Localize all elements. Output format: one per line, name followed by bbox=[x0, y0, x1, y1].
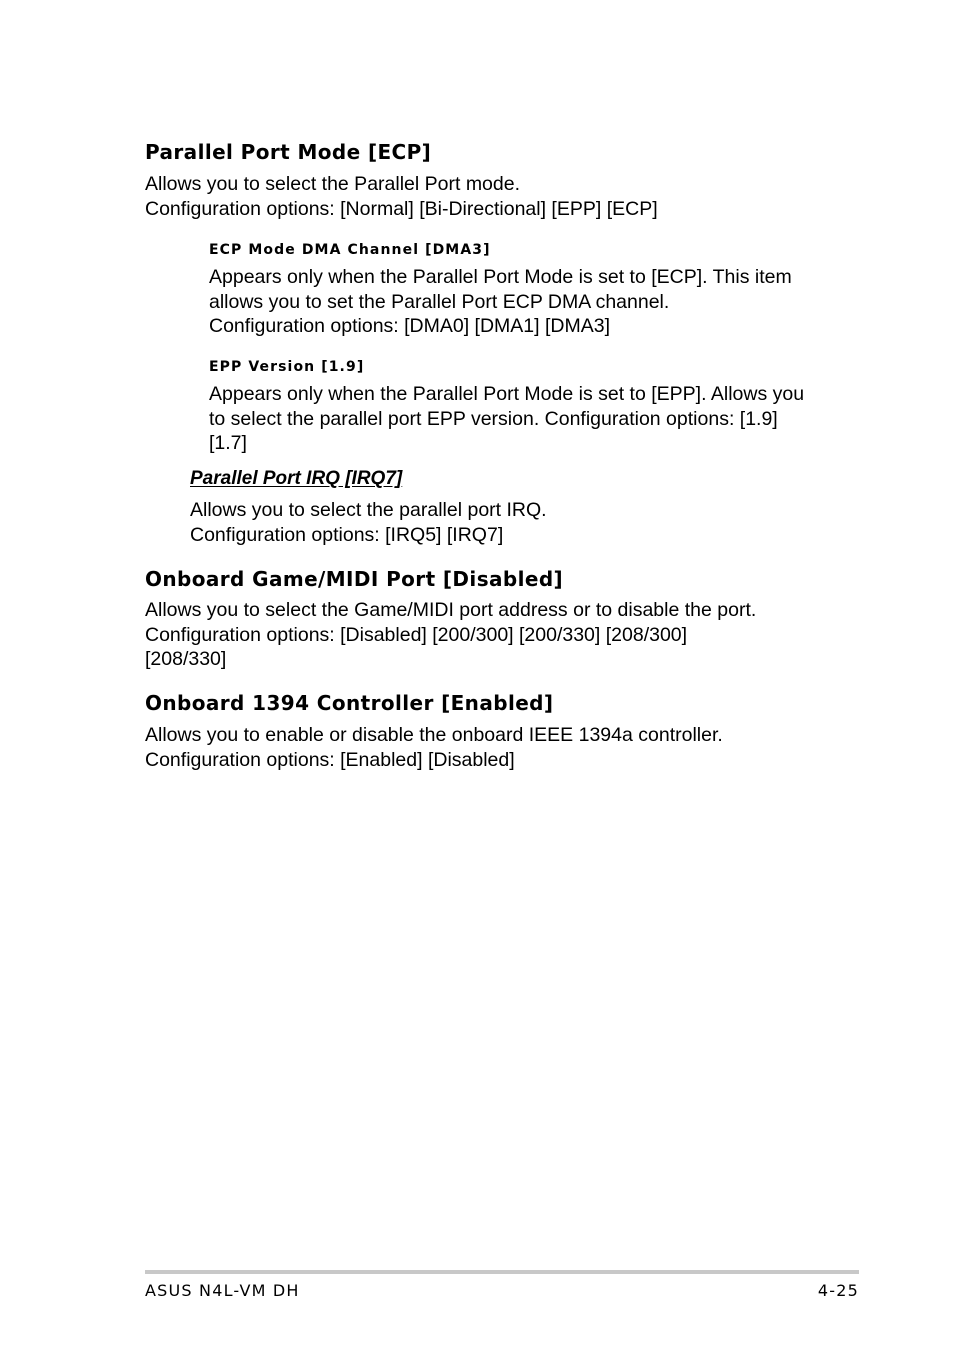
body-line: Appears only when the Parallel Port Mode is set to [ECP]. This item bbox=[209, 266, 792, 288]
body-line: Appears only when the Parallel Port Mode is set to [EPP]. Allows you bbox=[209, 383, 805, 405]
section-title-game-midi-port: Onboard Game/MIDI Port [Disabled] bbox=[145, 567, 564, 591]
body-line: to select the parallel port EPP version. Configuration options: [1.9] bbox=[209, 407, 778, 430]
body-line: Configuration options: [Enabled] [Disabled] bbox=[145, 748, 515, 771]
body-line: Configuration options: [Disabled] [200/300] [200/330] [208/300] bbox=[145, 623, 688, 646]
footer-product-name: ASUS N4L-VM DH bbox=[145, 1281, 300, 1300]
section-body-game-midi-port bbox=[145, 598, 756, 672]
body-line: Configuration options: [IRQ5] [IRQ7] bbox=[190, 523, 504, 546]
subsection-title-epp-version: EPP Version [1.9] bbox=[209, 359, 365, 375]
body-line: Allows you to select the Game/MIDI port address or to disable the port. bbox=[145, 599, 757, 621]
subsection-title-parallel-port-irq: Parallel Port IRQ [IRQ7] bbox=[190, 468, 403, 489]
footer-page-number: 4-25 bbox=[817, 1281, 859, 1300]
section-title-parallel-port-mode: Parallel Port Mode [ECP] bbox=[145, 140, 432, 164]
body-line: Allows you to select the Parallel Port mode. bbox=[145, 173, 521, 195]
body-line: Configuration options: [Normal] [Bi-Directional] [EPP] [ECP] bbox=[145, 197, 658, 220]
subsection-body-parallel-port-irq bbox=[190, 498, 547, 547]
footer-divider bbox=[145, 1270, 859, 1274]
subsection-body-epp-version bbox=[209, 382, 804, 456]
body-line: Allows you to enable or disable the onboard IEEE 1394a controller. bbox=[145, 724, 723, 746]
section-title-onboard-1394: Onboard 1394 Controller [Enabled] bbox=[145, 691, 554, 715]
section-body-onboard-1394 bbox=[145, 723, 723, 772]
subsection-title-ecp-mode-dma: ECP Mode DMA Channel [DMA3] bbox=[209, 242, 491, 258]
body-line: Configuration options: [DMA0] [DMA1] [DMA3] bbox=[209, 315, 610, 337]
body-line: [208/330] bbox=[145, 648, 227, 670]
subsection-body-ecp-mode-dma bbox=[209, 265, 792, 339]
body-line: allows you to set the Parallel Port ECP DMA channel. bbox=[209, 290, 670, 313]
body-line: Allows you to select the parallel port IRQ. bbox=[190, 499, 547, 521]
body-line: [1.7] bbox=[209, 432, 247, 454]
section-body-parallel-port-mode bbox=[145, 172, 658, 221]
